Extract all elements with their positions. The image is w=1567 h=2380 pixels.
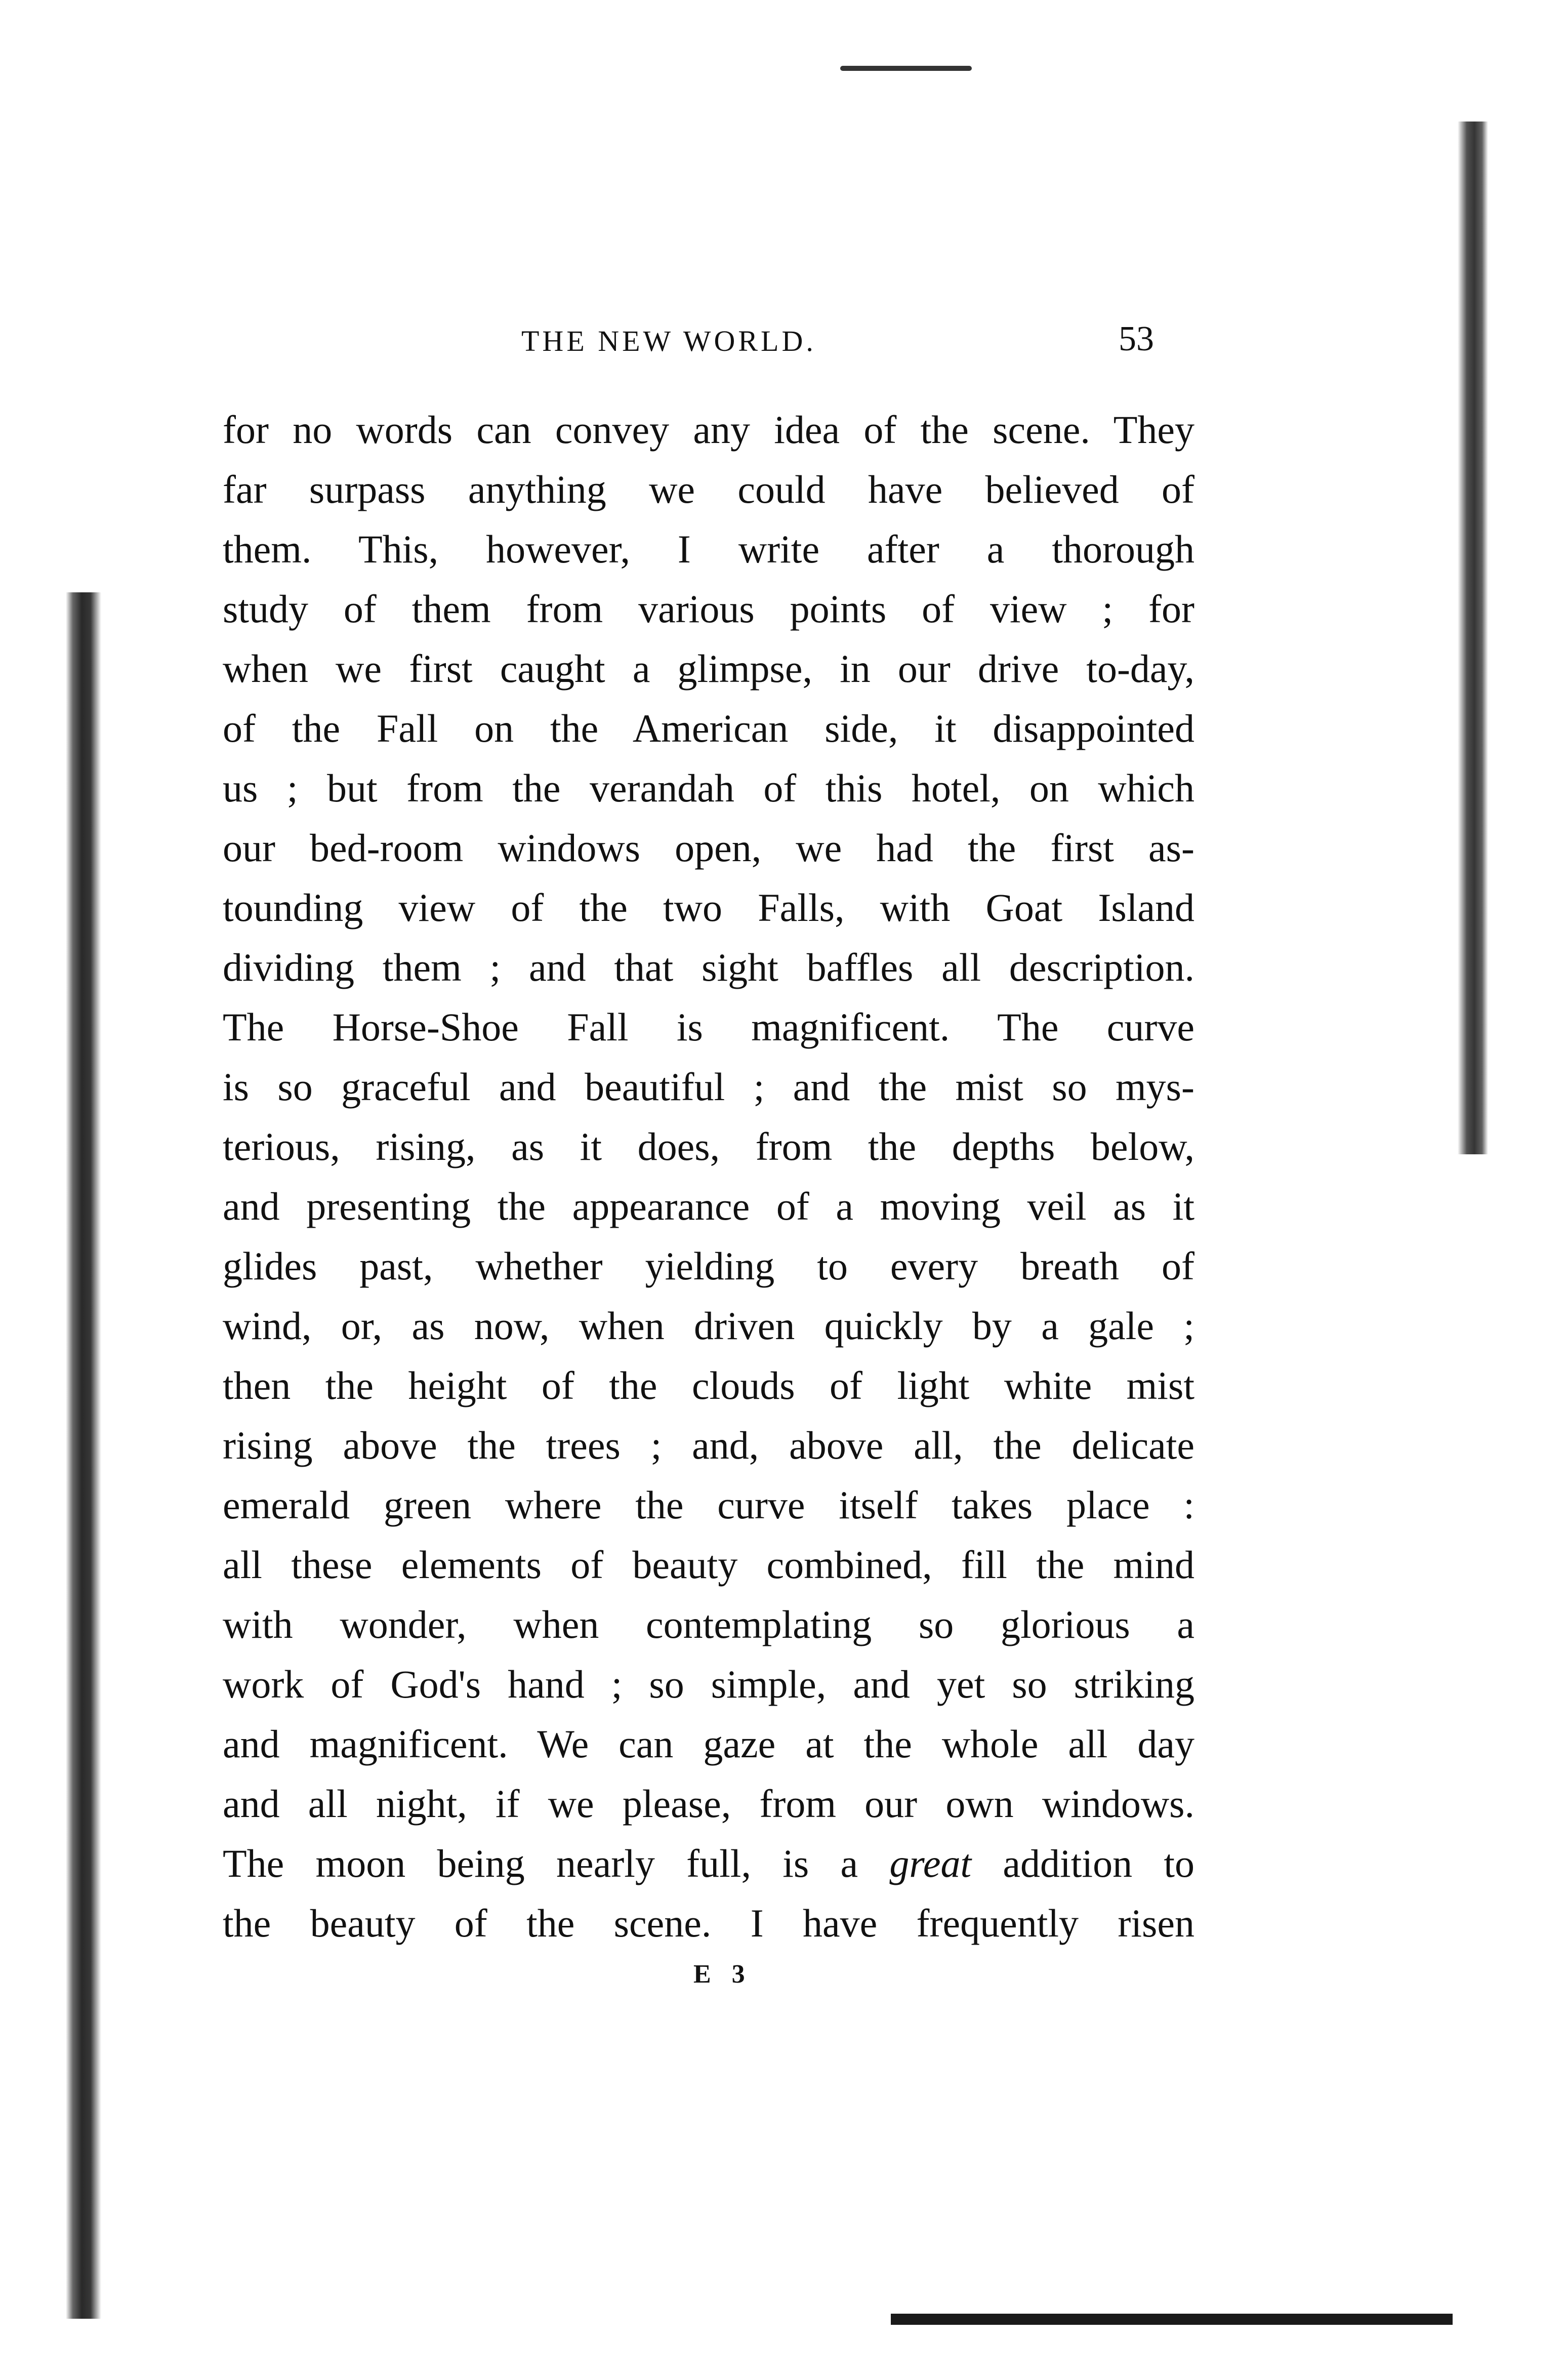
text-line: of the Fall on the American side, it disappointed [223,706,1194,750]
text-line: The Horse-Shoe Fall is magnificent. The curve [223,1005,1194,1049]
text-line: all these elements of beauty combined, fill the mind [223,1543,1194,1587]
text-line [223,1834,1194,1893]
text-segment: The moon being nearly full, is a [223,1841,890,1885]
text-line: emerald green where the curve itself takes place : [223,1483,1194,1527]
text-line: glides past, whether yielding to every breath of [223,1244,1194,1288]
text-line: the beauty of the scene. I have frequently risen [223,1901,1194,1945]
text-line: for no words can convey any idea of the scene. They [223,408,1194,452]
text-line: terious, rising, as it does, from the depths below, [223,1124,1194,1168]
text-line: work of God's hand ; so simple, and yet so striking [223,1662,1194,1706]
text-line: far surpass anything we could have believed of [223,467,1194,511]
text-line: and presenting the appearance of a moving veil as it [223,1184,1194,1228]
text-line: our bed-room windows open, we had the first as- [223,826,1194,870]
text-line: them. This, however, I write after a thorough [223,527,1194,571]
text-line: tounding view of the two Falls, with Goat Island [223,885,1194,930]
scan-artifact-top [840,66,972,71]
signature-mark: E 3 [693,1960,752,1989]
scan-artifact-right-edge [1458,122,1488,1154]
text-line: dividing them ; and that sight baffles all description. [223,945,1194,989]
text-line: and all night, if we please, from our own windows. [223,1782,1194,1826]
text-segment: addition to [971,1841,1194,1885]
text-line: study of them from various points of view ; for [223,587,1194,631]
text-line: with wonder, when contemplating so glorious a [223,1602,1194,1646]
text-line: wind, or, as now, when driven quickly by a gale ; [223,1304,1194,1348]
text-line: rising above the trees ; and, above all, the delicate [223,1423,1194,1467]
scan-artifact-left-edge [66,592,101,2319]
running-head: THE NEW WORLD. [521,325,816,357]
emphasis-word: great [889,1841,972,1885]
body-text [223,400,1194,1953]
scan-artifact-bottom-edge [891,2314,1453,2325]
text-line: then the height of the clouds of light white mist [223,1363,1194,1407]
page-number: 53 [1119,319,1154,358]
text-line: us ; but from the verandah of this hotel, on which [223,766,1194,810]
text-line: is so graceful and beautiful ; and the mist so mys- [223,1065,1194,1109]
text-line: when we first caught a glimpse, in our drive to-day, [223,647,1194,691]
text-line: and magnificent. We can gaze at the whole all day [223,1722,1194,1766]
